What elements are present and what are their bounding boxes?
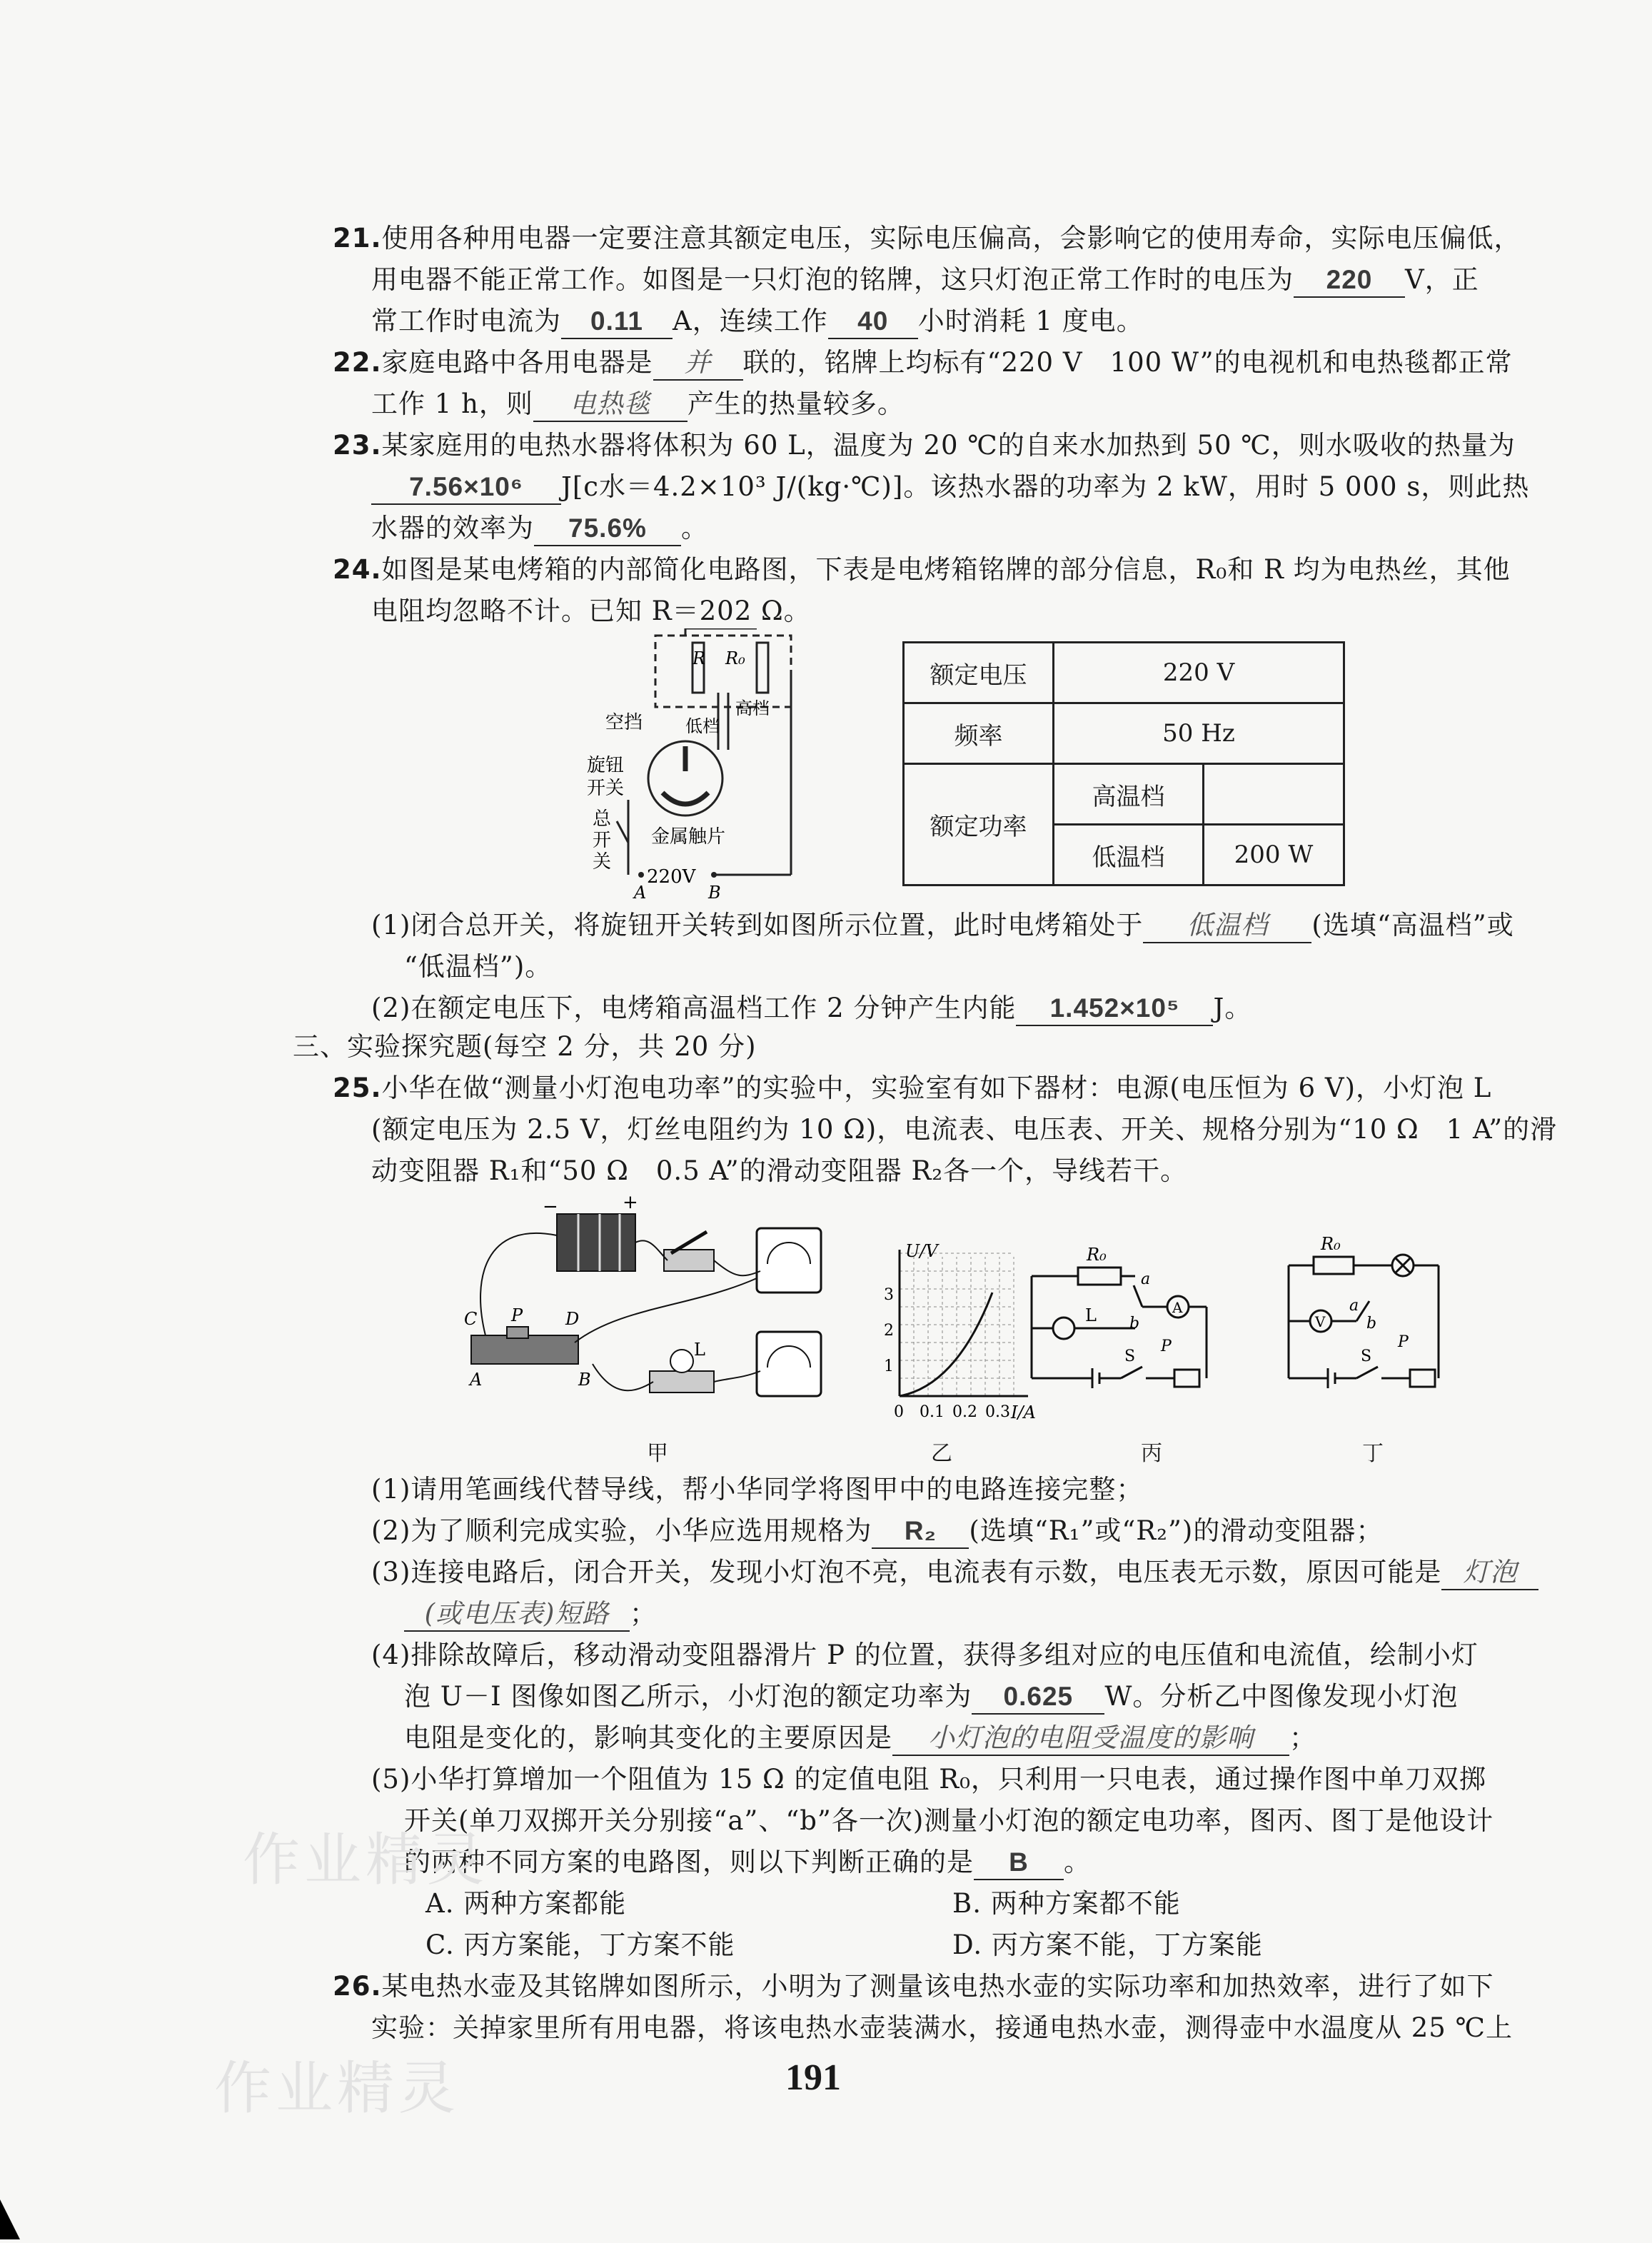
q25-option-c (425, 1925, 735, 1965)
q25-part1 (371, 1470, 1143, 1510)
q24-p1-text-c: “低温档”)。 (404, 951, 553, 982)
q23-line1 (333, 426, 1516, 466)
battery-plus: + (623, 1193, 638, 1213)
q24-answer-low-gear: 低温档 (1143, 909, 1311, 943)
q21-line3 (371, 301, 1144, 341)
ding-b-label: b (1366, 1315, 1377, 1333)
ding-p-label: P (1398, 1333, 1409, 1351)
label-c: C (464, 1309, 478, 1329)
table-power-label: 额定功率 (904, 764, 1054, 885)
q23-text2: J[c水＝4.2×10³ J/(kg·℃)]。该热水器的功率为 2 kW，用时 5 000 s，则此热 (561, 471, 1530, 502)
q22-text1b: 联的，铭牌上均标有“220 V 100 W”的电视机和电热毯都正常 (742, 347, 1513, 378)
q26-text1: 某电热水壶及其铭牌如图所示，小明为了测量该电热水壶的实际功率和加热效率，进行了如下 (381, 1971, 1494, 2002)
q24-part1 (371, 905, 1514, 945)
oven-circuit-diagram (585, 628, 800, 900)
q25-part2 (371, 1511, 1383, 1551)
q25-p5-text-d: 。 (1064, 1847, 1091, 1877)
label-knob: 旋钮 (587, 755, 625, 776)
section-3-title: 三、实验探究题(每空 2 分，共 20 分) (293, 1031, 757, 1062)
graph-xtick-02: 0.2 (952, 1403, 977, 1421)
label-b: B (708, 883, 721, 900)
graph-x-label: I/A (1011, 1402, 1036, 1421)
q24-p2-text-b: J。 (1213, 993, 1252, 1023)
bing-a-label: a (1141, 1270, 1151, 1288)
q25-part3-cont (404, 1594, 657, 1634)
battery-pack (557, 1214, 635, 1271)
q24-text2: 电阻均忽略不计。已知 R＝202 Ω。 (371, 596, 811, 626)
table-rated-voltage: 220 V (1054, 643, 1344, 703)
q24-p2-text: (2)在额定电压下，电烤箱高温档工作 2 分钟产生内能 (371, 993, 1017, 1023)
caption-ding: 丁 (1362, 1441, 1384, 1466)
q23-line3 (371, 508, 708, 548)
q25-part4-line2 (404, 1677, 1458, 1717)
label-main-1: 总 (593, 808, 612, 830)
q21-text3: 常工作时电流为 (371, 306, 561, 336)
q24-text1: 如图是某电烤箱的内部简化电路图，下表是电烤箱铭牌的部分信息，R₀和 R 均为电热丝，其他 (381, 554, 1511, 585)
ding-voltmeter: V (1315, 1313, 1326, 1330)
figure-jia-apparatus (457, 1193, 857, 1428)
label-empty-gear: 空挡 (605, 712, 643, 733)
label-knob-switch: 开关 (587, 778, 625, 799)
oven-spec-table (902, 641, 1345, 886)
q25-p4-text-e: ； (1289, 1722, 1316, 1753)
ding-r0-label: R₀ (1321, 1234, 1341, 1254)
q25-part4 (371, 1635, 1479, 1675)
q21-text1: 使用各种用电器一定要注意其额定电压，实际电压偏高，会影响它的使用寿命，实际电压偏低， (381, 223, 1521, 254)
q25-line3 (371, 1151, 1187, 1191)
table-low-label: 低温档 (1054, 825, 1204, 885)
q23-answer-efficiency: 75.6% (534, 512, 681, 546)
bulb-l (670, 1350, 693, 1373)
q24-part2 (371, 988, 1251, 1028)
bing-p-label: P (1161, 1338, 1172, 1355)
q25-answer-choice: B (974, 1846, 1064, 1880)
q26-line1 (333, 1967, 1494, 2007)
q25-option-b (952, 1884, 1181, 1924)
q26-number: 26. (333, 1971, 382, 2002)
q21-text2b: V，正 (1405, 264, 1479, 295)
watermark-2: 作业精灵 (214, 2055, 460, 2122)
table-freq: 50 Hz (1054, 703, 1344, 764)
graph-grid (900, 1253, 1014, 1396)
q25-answer-r2: R₂ (872, 1515, 969, 1549)
bulb-base (650, 1371, 714, 1393)
caption-yi: 乙 (931, 1441, 952, 1466)
q25-text1: 小华在做“测量小灯泡电功率”的实验中，实验室有如下器材：电源(电压恒为 6 V)，小灯泡 L (381, 1073, 1492, 1103)
q22-text1: 家庭电路中各用电器是 (381, 347, 653, 378)
table-freq-label: 频率 (904, 703, 1054, 764)
table-high-label: 高温档 (1054, 764, 1204, 825)
label-p: P (511, 1305, 523, 1325)
label-r0: R₀ (725, 648, 745, 668)
graph-ytick-3: 3 (884, 1286, 894, 1304)
q22-number: 22. (333, 347, 382, 378)
q25-text3: 动变阻器 R₁和“50 Ω 0.5 A”的滑动变阻器 R₂各一个，导线若干。 (371, 1155, 1188, 1186)
q25-part4-line3 (404, 1718, 1316, 1758)
q25-part3 (371, 1552, 1538, 1592)
q21-number: 21. (333, 223, 382, 254)
graph-xtick-01: 0.1 (920, 1403, 945, 1421)
q24-p1-text: (1)闭合总开关，将旋钮开关转到如图所示位置，此时电烤箱处于 (371, 910, 1144, 940)
q25-text2: (额定电压为 2.5 V，灯丝电阻约为 10 Ω)，电流表、电压表、开关、规格分别为“10 Ω 1 A”的滑 (371, 1114, 1558, 1145)
label-main-3: 关 (593, 851, 612, 873)
q23-number: 23. (333, 430, 382, 461)
q25-p5-text-b: 开关(单刀双掷开关分别接“a”、“b”各一次)测量小灯泡的额定电功率，图丙、图丁是他设计 (404, 1805, 1494, 1836)
bing-l-label: L (1085, 1305, 1097, 1325)
table-high-value (1204, 764, 1344, 825)
label-d: D (565, 1309, 580, 1329)
q25-answer-short-a: 灯泡 (1441, 1556, 1538, 1590)
q25-p4-text-b: 泡 U－I 图像如图乙所示，小灯泡的额定功率为 (404, 1681, 972, 1712)
q25-part5 (371, 1760, 1486, 1800)
q25-line2 (371, 1110, 1557, 1150)
label-main-2: 开 (593, 830, 612, 851)
q25-p4-text-d: 电阻是变化的，影响其变化的主要原因是 (404, 1722, 892, 1753)
q25-p2-text: (2)为了顺利完成实验，小华应选用规格为 (371, 1515, 872, 1546)
q25-p2-text-b: (选填“R₁”或“R₂”)的滑动变阻器； (969, 1515, 1384, 1546)
bing-r0-label: R₀ (1087, 1245, 1107, 1265)
corner-mark (0, 2199, 20, 2239)
label-220v: 220V (647, 866, 696, 888)
q25-p5-text: (5)小华打算增加一个阻值为 15 Ω 的定值电阻 R₀，只利用一只电表，通过操作图中单刀双掷 (371, 1764, 1486, 1795)
bing-ammeter: A (1172, 1299, 1183, 1316)
label-high-gear: 高档 (735, 698, 770, 718)
q23-text1: 某家庭用的电热水器将体积为 60 L，温度为 20 ℃的自来水加热到 50 ℃，则水吸收的热量为 (381, 430, 1516, 461)
q22-line2 (371, 384, 905, 424)
q21-line2 (371, 260, 1479, 300)
label-a: A (634, 883, 647, 900)
q25-p3-text-b: ； (630, 1598, 657, 1629)
figure-yi-graph (871, 1243, 1042, 1421)
q25-answer-power: 0.625 (972, 1680, 1104, 1715)
q23-text3b: 。 (681, 513, 708, 543)
label-bulb: L (694, 1340, 705, 1360)
q24-line1 (333, 550, 1511, 590)
q22-answer-parallel: 并 (653, 346, 743, 381)
battery-minus: − (543, 1196, 558, 1218)
q25-answer-short-b: (或电压表)短路 (404, 1597, 630, 1632)
q25-p5-text-c: 的两种不同方案的电路图，则以下判断正确的是 (404, 1847, 974, 1877)
graph-xtick-03: 0.3 (985, 1403, 1010, 1421)
q25-p4-text: (4)排除故障后，移动滑动变阻器滑片 P 的位置，获得多组对应的电压值和电流值，绘制小灯 (371, 1640, 1479, 1670)
q25-p1-text: (1)请用笔画线代替导线，帮小华同学将图甲中的电路连接完整； (371, 1474, 1144, 1505)
graph-y-label: U/V (905, 1243, 938, 1261)
q21-text3c: 小时消耗 1 度电。 (917, 306, 1144, 336)
q25-line1 (333, 1068, 1491, 1108)
q23-line2 (371, 467, 1529, 507)
caption-bing: 丙 (1141, 1441, 1162, 1466)
q21-text2: 用电器不能正常工作。如图是一只灯泡的铭牌，这只灯泡正常工作时的电压为 (371, 264, 1294, 295)
q21-answer-hours: 40 (828, 305, 918, 339)
graph-ytick-1: 1 (884, 1358, 894, 1375)
ding-a-label: a (1349, 1297, 1359, 1315)
q22-text2b: 产生的热量较多。 (687, 388, 905, 419)
caption-jia: 甲 (647, 1441, 668, 1466)
watermark-1: 作业精灵 (243, 1827, 488, 1893)
q21-line1 (333, 219, 1521, 259)
q24-part1-cont (404, 947, 552, 987)
graph-ytick-2: 2 (884, 1322, 894, 1340)
option-b-text: B. 两种方案都不能 (952, 1888, 1181, 1919)
q26-text2: 实验：关掉家里所有用电器，将该电热水壶装满水，接通电热水壶，测得壶中水温度从 25 ℃上 (371, 2012, 1513, 2043)
q25-number: 25. (333, 1073, 382, 1103)
q22-answer-blanket: 电热毯 (533, 388, 688, 422)
option-d-text: D. 丙方案不能，丁方案能 (952, 1930, 1263, 1960)
label-low-gear: 低档 (685, 716, 720, 736)
figure-bing-circuit (1021, 1228, 1235, 1400)
table-low-value: 200 W (1204, 825, 1344, 885)
graph-xtick-0: 0 (894, 1403, 904, 1421)
label-rheo-a: A (470, 1370, 483, 1390)
bing-b-label: b (1129, 1315, 1140, 1333)
page-number: 191 (785, 2057, 841, 2098)
option-c-text: C. 丙方案能，丁方案不能 (425, 1930, 735, 1960)
ding-s-label: S (1361, 1348, 1372, 1365)
figure-ding-circuit (1278, 1221, 1456, 1400)
section-3-heading (293, 1027, 757, 1067)
resistor-r0 (757, 643, 768, 693)
q23-answer-heat: 7.56×10⁶ (371, 471, 561, 505)
option-a-text: A. 两种方案都能 (425, 1888, 627, 1919)
q22-text2: 工作 1 h，则 (371, 388, 533, 419)
ammeter (757, 1228, 821, 1293)
q23-text3: 水器的效率为 (371, 513, 534, 543)
q22-line1 (333, 343, 1513, 383)
q25-option-d (952, 1925, 1263, 1965)
table-rated-voltage-label: 额定电压 (904, 643, 1054, 703)
bing-s-label: S (1124, 1348, 1136, 1365)
q26-line2 (371, 2008, 1513, 2048)
rheostat (471, 1335, 578, 1364)
label-metal-contact: 金属触片 (651, 826, 726, 848)
q25-part5-line2 (404, 1801, 1494, 1841)
q21-text3b: A，连续工作 (673, 306, 828, 336)
q21-answer-voltage: 220 (1294, 264, 1405, 298)
q24-answer-energy: 1.452×10⁵ (1016, 992, 1213, 1026)
q25-p3-text: (3)连接电路后，闭合开关，发现小灯泡不亮，电流表有示数，电压表无示数，原因可能是 (371, 1557, 1442, 1587)
label-rheo-b: B (578, 1370, 591, 1390)
label-r: R (692, 648, 706, 668)
q25-answer-temperature: 小灯泡的电阻受温度的影响 (892, 1722, 1289, 1756)
q24-p1-text-b: (选填“高温档”或 (1311, 910, 1514, 940)
q21-answer-current: 0.11 (561, 305, 673, 339)
q25-part5-line3 (404, 1842, 1091, 1882)
q25-p4-text-c: W。分析乙中图像发现小灯泡 (1104, 1681, 1459, 1712)
q24-number: 24. (333, 554, 382, 585)
q24-line2 (371, 591, 811, 631)
voltmeter (757, 1332, 821, 1396)
